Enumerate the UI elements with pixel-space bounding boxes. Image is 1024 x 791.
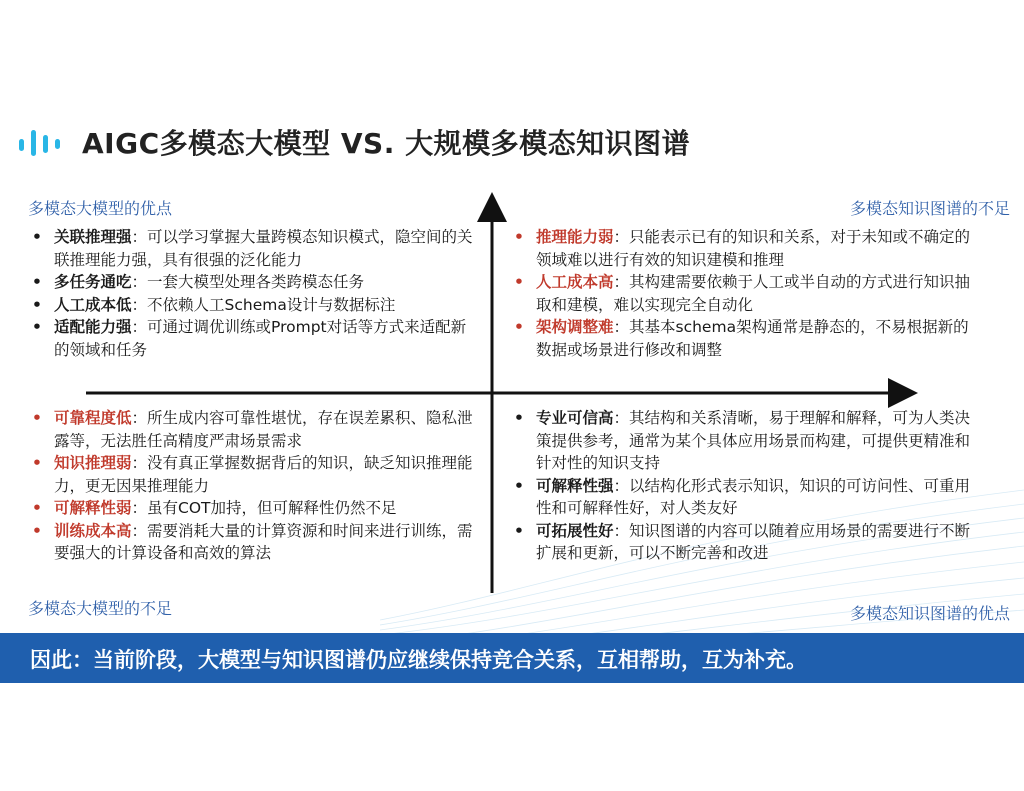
quadrant-label-bottom-left: 多模态大模型的不足 (28, 599, 173, 618)
list-item: • 人工成本高：其构建需要依赖于人工或半自动的方式进行知识抽取和建模，难以实现完全自动化 (514, 273, 971, 314)
list-item: • 人工成本低：不依赖人工Schema设计与数据标注 (32, 295, 396, 314)
list-item: • 多任务通吃：一套大模型处理各类跨模态任务 (32, 273, 365, 291)
list-item: • 关联推理强：可以学习掌握大量跨模态知识模式，隐空间的关联推理能力强，具有很强的泛化能力 (32, 228, 473, 269)
quadrant-label-top-right: 多模态知识图谱的不足 (849, 199, 1010, 218)
quadrant-label-top-left: 多模态大模型的优点 (28, 199, 173, 218)
list-item: • 可解释性强：以结构化形式表示知识，知识的可访问性、可重用性和可解释性好，对人类友好 (514, 476, 971, 517)
list-llm-disadvantages (28, 407, 483, 565)
list-item: • 可靠程度低：所生成内容可靠性堪忧，存在误差累积、隐私泄露等，无法胜任高精度严肃场景需求 (32, 409, 473, 450)
audio-bars-logo-icon (18, 128, 66, 158)
list-item: • 适配能力强：可通过调优训练或Prompt对话等方式来适配新的领域和任务 (32, 318, 467, 359)
quadrant-label-bottom-right: 多模态知识图谱的优点 (849, 604, 1010, 623)
list-kg-advantages (510, 407, 980, 565)
list-kg-disadvantages (510, 226, 980, 361)
list-item: • 训练成本高：需要消耗大量的计算资源和时间来进行训练，需要强大的计算设备和高效的算法 (32, 521, 473, 562)
page-title: AIGC多模态大模型 VS. 大规模多模态知识图谱 (82, 127, 691, 160)
list-item: • 推理能力弱：只能表示已有的知识和关系，对于未知或不确定的领域难以进行有效的知识建模和推理 (514, 228, 971, 269)
list-item: • 可拓展性好：知识图谱的内容可以随着应用场景的需要进行不断扩展和更新，可以不断完善和改进 (514, 521, 971, 562)
conclusion-banner (0, 633, 1024, 683)
conclusion-text: 因此：当前阶段，大模型与知识图谱仍应继续保持竞合关系，互相帮助，互为补充。 (30, 648, 807, 672)
list-item: • 架构调整难：其基本schema架构通常是静态的，不易根据新的数据或场景进行修改和调整 (514, 318, 969, 359)
list-item: • 知识推理弱：没有真正掌握数据背后的知识，缺乏知识推理能力，更无因果推理能力 (32, 454, 473, 495)
list-llm-advantages (28, 226, 478, 361)
list-item: • 可解释性弱：虽有COT加持，但可解释性仍然不足 (32, 499, 397, 517)
list-item: • 专业可信高：其结构和关系清晰，易于理解和解释，可为人类决策提供参考，通常为某个具体应用场景而构建，可提供更精准和针对性的知识支持 (514, 409, 971, 472)
